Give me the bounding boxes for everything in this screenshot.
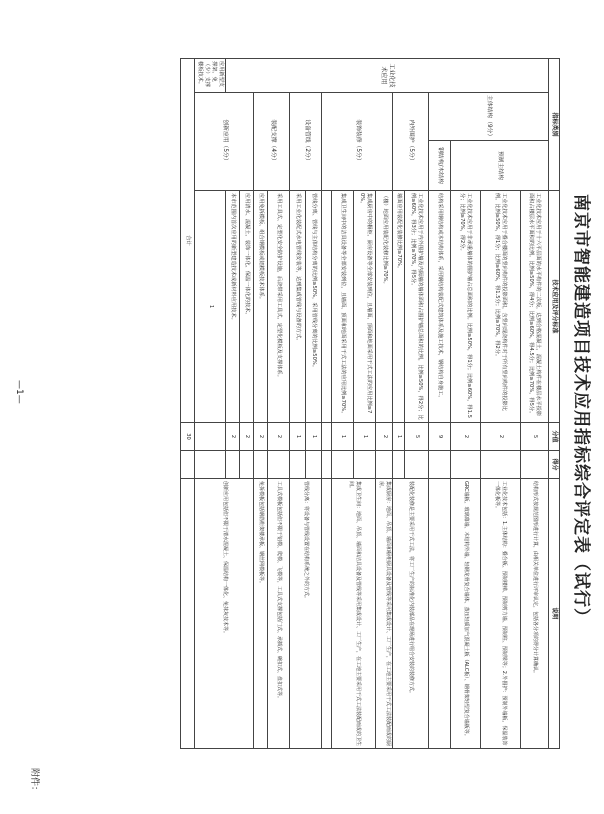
header-note: 说明 (548, 479, 559, 749)
points-cell (322, 451, 332, 479)
header-points: 得分 (548, 451, 559, 479)
header-content: 技术应用及评分标准 (548, 191, 559, 423)
subsub-precast: 预制主结构 (450, 141, 548, 191)
points-cell (480, 451, 520, 479)
table-row (306, 59, 322, 749)
content-cell: 工业化技术应用于非承重墙体的围护墙占总面积的比例。比例≥50%，得1分；比例≥60%，得1.5分；比例≥70%，得2分。 (450, 191, 480, 423)
content-cell: 结构采用钢结构或木结构体系，采用钢结构装配式建筑体系及施工技术，钢结构自身施工。 (428, 191, 450, 423)
score-cell: 2 (254, 423, 268, 451)
content-cell: 集成厨房中的橱柜、厨房设备等全部安装到位，且墙面、顶面和地面采用干式工法的应用比例≥70%。 (354, 191, 376, 423)
score-cell: 5 (404, 423, 428, 451)
note-cell (428, 479, 450, 749)
points-cell (376, 451, 393, 479)
sub-envelope: 内外围护（5分） (392, 93, 428, 191)
content-cell: 管线分离、管线与主体结构分离的比例≥50%，采用管线分离的比例≥50%。 (306, 191, 322, 423)
content-cell: 采用工具式、定型化安全防护设施，后浇带采用工具式、定型化模板及支撑体系。 (268, 191, 290, 423)
score-cell: 1 (354, 423, 376, 451)
content-cell: 应用清水、混凝土、装饰一体化、保温一体化的技术。 (240, 191, 254, 423)
points-cell (240, 451, 254, 479)
table-row (240, 59, 254, 749)
note-cell: 集成厨房：地面、吊顶、墙面和橱柜厨具设备及管线等采用集成设计、工厂生产，在工地主要采用干式工法装配而成的厨房。 (376, 479, 393, 749)
score-cell: 2 (240, 423, 254, 451)
group-industrialization: 工业化技术应用 (226, 59, 549, 93)
score-cell: 1 (332, 423, 354, 451)
table-header-row (548, 59, 559, 749)
content-cell: 工业化技术应用于叠合楼面的竖向构件的投影面积，含竖向现浇构件对于所有竖向构件的投影比例。比例≥50%，得1分；比例≥60%，得1.5分；比例≥70%，得2分。 (480, 191, 520, 423)
points-cell (354, 451, 376, 479)
points-cell (306, 451, 322, 479)
score-cell: 1 (290, 423, 306, 451)
points-cell (428, 451, 450, 479)
total-label: 合计 (181, 59, 195, 423)
note-cell (181, 479, 195, 749)
score-cell (322, 423, 332, 451)
sub-support: 装配支撑（4分） (254, 93, 290, 191)
points-cell (226, 451, 240, 479)
points-cell (332, 451, 354, 479)
note-cell: 免拆模板包括钢筋桁架楼承板、钢丝网模板等。 (254, 479, 268, 749)
points-cell (254, 451, 268, 479)
points-cell (268, 451, 290, 479)
content-cell: 墙面应用装配化装修比例≥70%。 (392, 191, 404, 423)
table-row (428, 59, 450, 749)
attachment-label: 附件： (29, 768, 39, 796)
header-score: 分值 (548, 423, 559, 451)
sub-decoration: 装饰装修（5分） (322, 93, 393, 191)
note-cell: 工业化技术包括：1.主体结构：叠合板、预制楼梯、预制剪力墙、预制柱、预制梁等；2.外围护：预制外墙板、保温装饰一体化板等。 (480, 479, 520, 749)
content-cell: 集成卫生间中的洁具设备等全部安装到位，且墙面、顶面和地面采用干式工法的应用比例≥70%。 (332, 191, 354, 423)
content-cell: 工业化技术应用于十六平层面的水平构件的二次板，达到合格混凝土，混凝土构件在楼层水平投影面积占楼层水平面积的比例。比例≥50%，得4分；比例≥60%，得4.5分；比例≥70%，得5分。 (520, 191, 548, 423)
content-cell: 工业化技术应用于内外围护墙及内隔墙的墙体面积占围护墙总面积的比例，比例≥50%，得2分；比例≥60%，得3分；比例≥70%，得5分。 (404, 191, 428, 423)
points-cell (195, 423, 226, 451)
total-score: 30 (181, 423, 195, 451)
table-row (376, 59, 393, 749)
note-cell (322, 479, 332, 749)
note-cell: 管线分离：将设备与管线设置在结构系统之外的方式。 (290, 479, 322, 749)
table-row (404, 59, 428, 749)
content-cell: 应用免拆模板、组合钢模板或铝模板技术体系。 (254, 191, 268, 423)
points-cell (450, 451, 480, 479)
score-cell: 1 (392, 423, 404, 451)
content-cell (322, 191, 332, 423)
points-cell (181, 451, 195, 479)
page-title: 南京市智能建造项目技术应用指标综合评定表（试行） (571, 194, 591, 626)
header-category: 指标类别 (548, 59, 559, 191)
points-cell (392, 451, 404, 479)
content-cell: 采用工业化装配式水电管线安装等，达到集成管线与设备的方式。 (290, 191, 306, 423)
score-cell: 9 (428, 423, 450, 451)
score-cell: 2 (226, 423, 240, 451)
points-cell (404, 451, 428, 479)
points-cell (520, 451, 548, 479)
score-cell: 1 (306, 423, 322, 451)
content-cell: 应用新型支撑架、免（少）支撑楼板技术。 (195, 59, 226, 93)
sub-innovation: 创新应用（5分） (195, 93, 254, 191)
content-cell: （楼）地面应用装配化装修比例≥70%。 (376, 191, 393, 423)
note-cell: 工具式模板包括但不限于铝模、爬模、飞模等，工具式支撑包括门式、承插式、碗扣式、盘扣式等。 (268, 479, 290, 749)
points-cell (290, 451, 306, 479)
evaluation-table (180, 58, 560, 749)
total-row (181, 59, 195, 749)
subsub-steel-wood: 钢结构/木结构 (428, 141, 450, 191)
note-cell: 创新应用包括但不限于清水混凝土、保温结构一体化、免抹灰技术等。 (195, 479, 254, 749)
note-cell: 集成卫生间：地面、吊顶、墙面和洁具设备及管线等采用集成设计、工厂生产，在工地主要采用干式工法装配而成的卫生间。 (332, 479, 376, 749)
note-cell: 结构形式按规范图形进行计算，由相关单位进行评审认定，包括各分项的得分计算确认。 (520, 479, 548, 749)
score-cell: 1 (195, 191, 226, 423)
score-cell: 2 (376, 423, 393, 451)
sub-main-structure: 主体结构（9分） (428, 93, 548, 141)
table-row (268, 59, 290, 749)
note-cell: 装配化装修是主要采用干式工法，将工厂生产的标准化内装部品在现场进行组合安装的装修方式。 (392, 479, 428, 749)
note-cell: GRC墙板、玻璃幕墙、木结构外墙、轻钢龙骨复合墙体、蒸压轻质加气混凝土板（ALC板）、钢骨架轻型复合墙板等。 (450, 479, 480, 749)
sub-equipment: 设备管线（2分） (290, 93, 322, 191)
score-cell: 2 (450, 423, 480, 451)
page-number: —1— (14, 380, 24, 404)
table-row (520, 59, 548, 749)
score-cell: 2 (268, 423, 290, 451)
score-cell: 2 (480, 423, 520, 451)
content-cell: 本市范围内首次应用的新型建造技术或新材料应用技术。 (226, 191, 240, 423)
score-cell: 5 (520, 423, 548, 451)
